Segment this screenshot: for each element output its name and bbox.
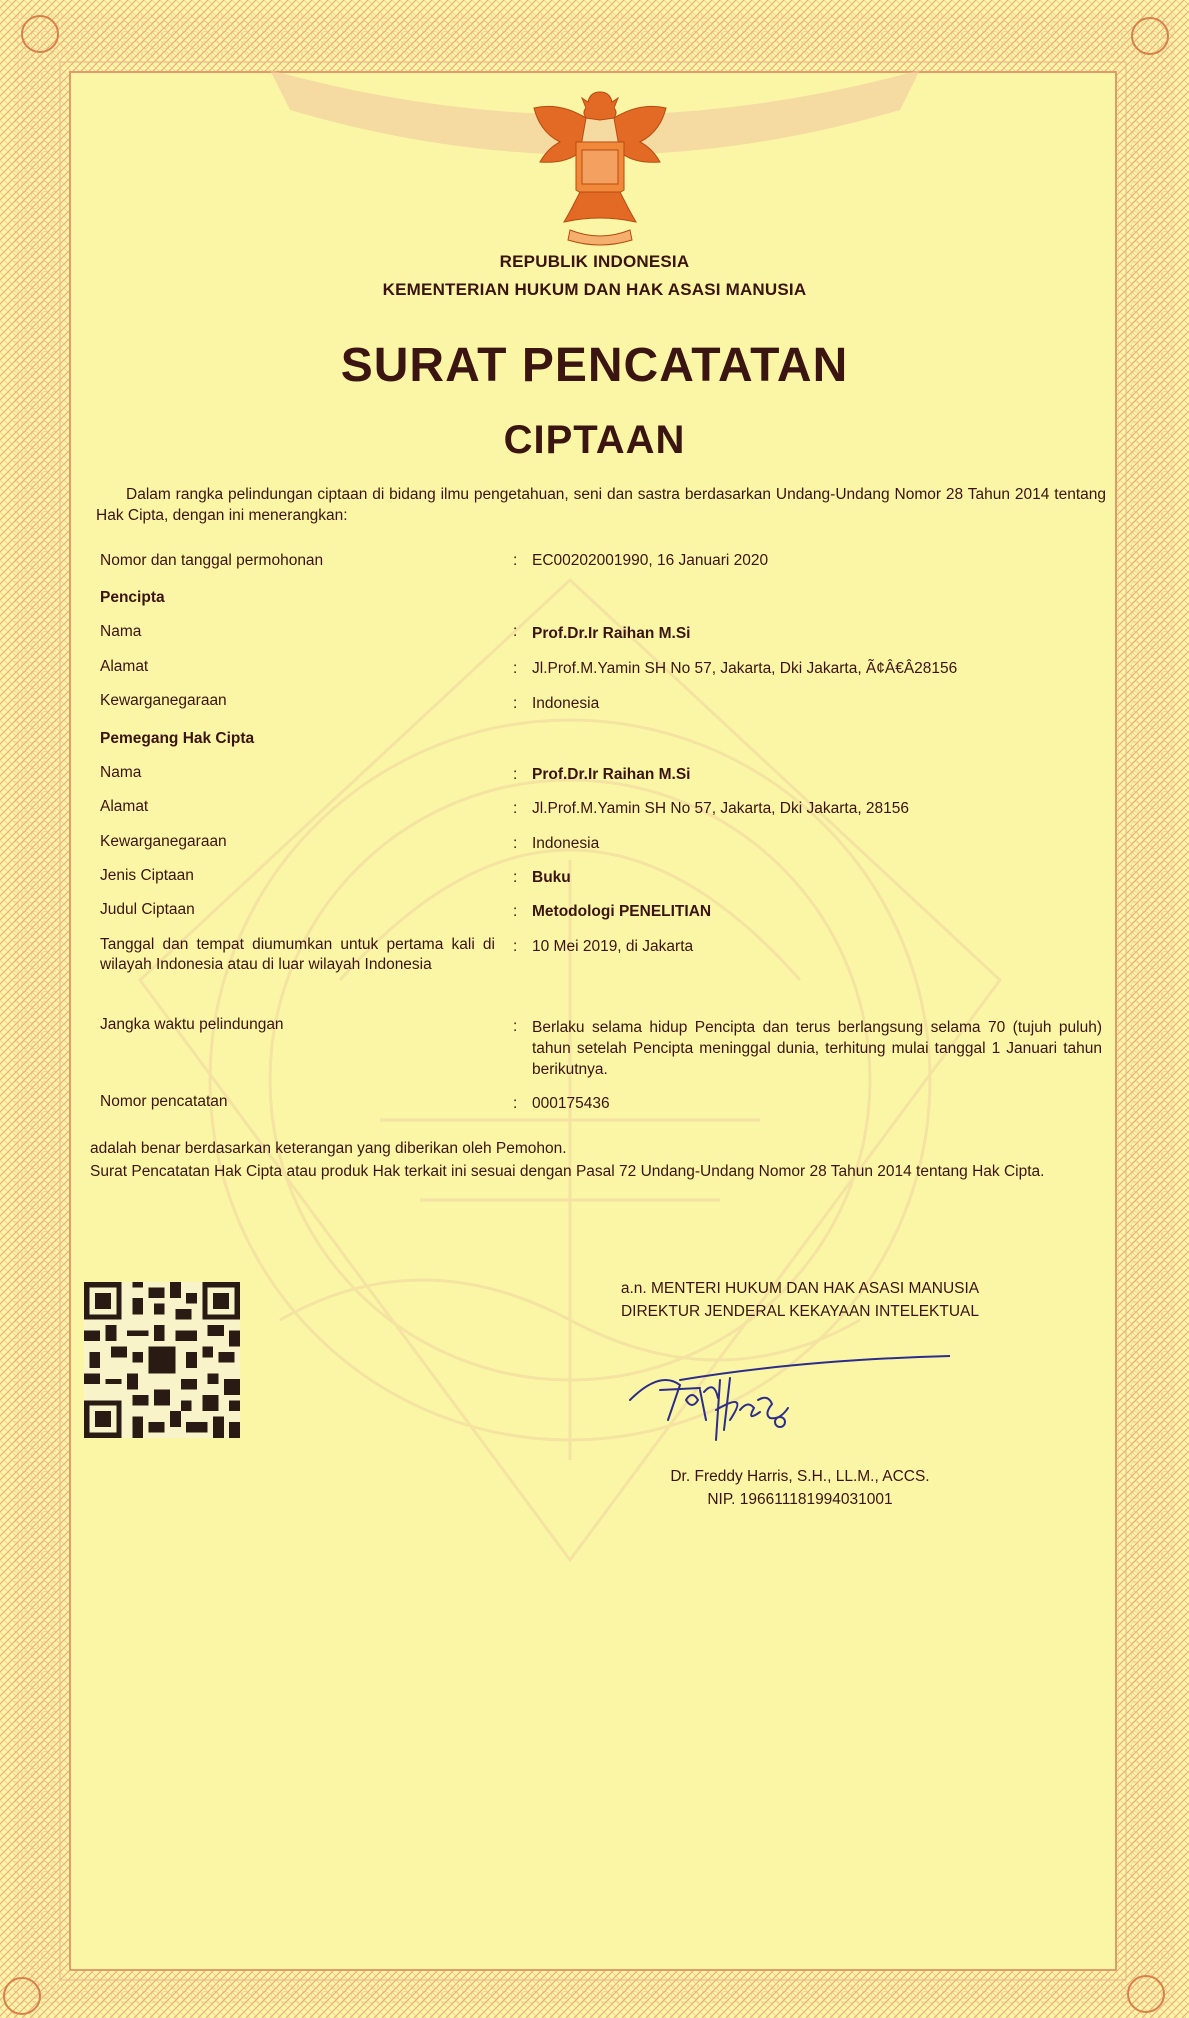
document-title: SURAT PENCATATAN bbox=[340, 339, 849, 392]
creator-heading: Pencipta bbox=[100, 589, 165, 606]
colon: : bbox=[513, 903, 518, 920]
garuda-emblem-icon bbox=[520, 72, 680, 252]
colon: : bbox=[513, 938, 518, 955]
on-behalf-line: a.n. MENTERI HUKUM DAN HAK ASASI MANUSIA bbox=[620, 1280, 980, 1297]
work-type-value: Buku bbox=[532, 869, 571, 886]
country-heading: REPUBLIK INDONESIA bbox=[499, 252, 690, 271]
holder-address-label: Alamat bbox=[100, 798, 149, 815]
intro-paragraph: Dalam rangka pelindungan ciptaan di bidang ilmu pengetahuan, seni dan sastra berdasarkan Undang-Undang Nomor 28 Tahun 2014 tentang Hak Cipta, dengan ini menerangkan: bbox=[96, 486, 1106, 524]
colon: : bbox=[513, 835, 518, 852]
colon: : bbox=[513, 660, 518, 677]
work-title-label: Judul Ciptaan bbox=[100, 901, 195, 918]
colon: : bbox=[513, 869, 518, 886]
colon: : bbox=[513, 800, 518, 817]
holder-name-value: Prof.Dr.Ir Raihan M.Si bbox=[532, 766, 691, 783]
colon: : bbox=[513, 552, 518, 569]
colon: : bbox=[513, 1095, 518, 1112]
creator-address-value: Jl.Prof.M.Yamin SH No 57, Jakarta, Dki Jakarta, Ã¢Â€Â28156 bbox=[532, 660, 958, 677]
ministry-heading: KEMENTERIAN HUKUM DAN HAK ASASI MANUSIA bbox=[382, 280, 807, 299]
holder-citizenship-value: Indonesia bbox=[532, 835, 600, 852]
creator-citizenship-value: Indonesia bbox=[532, 695, 600, 712]
closing-statement: adalah benar berdasarkan keterangan yang diberikan oleh Pemohon. bbox=[90, 1140, 567, 1157]
announcement-value: 10 Mei 2019, di Jakarta bbox=[532, 938, 694, 955]
creator-name-label: Nama bbox=[100, 623, 142, 640]
legal-reference: Surat Pencatatan Hak Cipta atau produk Hak terkait ini sesuai dengan Pasal 72 Undang-Undang Nomor 28 Tahun 2014 tentang Hak Cipta. bbox=[90, 1163, 1045, 1180]
work-type-label: Jenis Ciptaan bbox=[100, 867, 194, 884]
holder-citizenship-label: Kewarganegaraan bbox=[100, 833, 227, 850]
record-number-value: 000175436 bbox=[532, 1095, 610, 1112]
colon: : bbox=[513, 695, 518, 712]
application-value: EC00202001990, 16 Januari 2020 bbox=[532, 552, 769, 569]
handwritten-signature bbox=[620, 1330, 950, 1470]
signatory-name: Dr. Freddy Harris, S.H., LL.M., ACCS. bbox=[670, 1468, 930, 1485]
creator-citizenship-label: Kewarganegaraan bbox=[100, 692, 227, 709]
protection-period-value: Berlaku selama hidup Pencipta dan terus berlangsung selama 70 (tujuh puluh) tahun setelah Pencipta meninggal dunia, terhitung mulai tanggal 1 Januari tahun berikutnya. bbox=[532, 1019, 1102, 1078]
creator-name-value: Prof.Dr.Ir Raihan M.Si bbox=[532, 625, 691, 642]
record-number-label: Nomor pencatatan bbox=[100, 1093, 228, 1110]
creator-address-label: Alamat bbox=[100, 658, 149, 675]
signatory-position: DIREKTUR JENDERAL KEKAYAAN INTELEKTUAL bbox=[620, 1303, 980, 1320]
signatory-nip: NIP. 196611181994031001 bbox=[707, 1491, 893, 1508]
holder-address-value: Jl.Prof.M.Yamin SH No 57, Jakarta, Dki Jakarta, 28156 bbox=[532, 800, 910, 817]
holder-heading: Pemegang Hak Cipta bbox=[100, 730, 255, 747]
qr-code-icon bbox=[84, 1282, 240, 1438]
colon: : bbox=[513, 766, 518, 783]
work-title-value: Metodologi PENELITIAN bbox=[532, 903, 712, 920]
announcement-label: Tanggal dan tempat diumumkan untuk pertama kali di wilayah Indonesia atau di luar wilayah Indonesia bbox=[100, 936, 495, 973]
application-label: Nomor dan tanggal permohonan bbox=[100, 552, 324, 569]
document-subtitle: CIPTAAN bbox=[503, 418, 686, 462]
colon: : bbox=[513, 623, 518, 640]
protection-period-label: Jangka waktu pelindungan bbox=[100, 1016, 284, 1033]
colon: : bbox=[513, 1018, 518, 1035]
holder-name-label: Nama bbox=[100, 764, 142, 781]
